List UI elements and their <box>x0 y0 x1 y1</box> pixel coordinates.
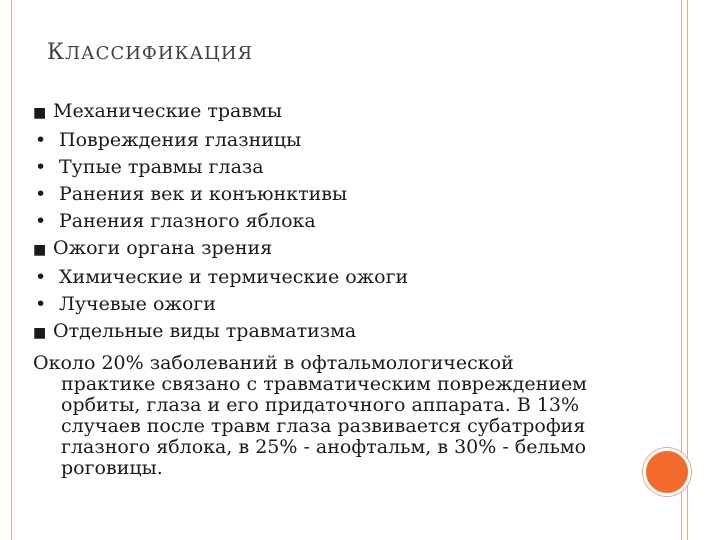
list-item <box>33 318 633 347</box>
list-item <box>33 127 633 154</box>
list-item <box>33 264 633 291</box>
square-bullet-icon: ■ <box>33 325 47 341</box>
list-item-text: Ранения глазного яблока <box>59 210 316 232</box>
slide-title <box>47 40 253 65</box>
list-item <box>33 208 633 235</box>
list-item <box>33 154 633 181</box>
paragraph-line: практике связано с травматическим повреждением <box>61 373 587 395</box>
list-item <box>33 98 633 127</box>
list-item-text: Химические и термические ожоги <box>59 266 409 288</box>
list-item-text: Механические травмы <box>53 100 282 122</box>
square-bullet-icon: ■ <box>33 242 47 258</box>
dot-bullet-icon: • <box>35 266 47 288</box>
title-initial: К <box>47 40 66 65</box>
dot-bullet-icon: • <box>35 210 47 232</box>
list-item-text: Отдельные виды травматизма <box>53 320 357 342</box>
list-item <box>33 181 633 208</box>
list-item <box>33 291 633 318</box>
dot-bullet-icon: • <box>35 129 47 151</box>
paragraph-line: глазного яблока, в 25% - анофтальм, в 30% - бельмо <box>61 436 587 458</box>
dot-bullet-icon: • <box>35 293 47 315</box>
list-item-text: Лучевые ожоги <box>59 293 216 315</box>
statistics-paragraph <box>33 353 633 479</box>
paragraph-line: Около 20% заболеваний в офтальмологической <box>33 352 514 374</box>
paragraph-line: орбиты, глаза и его придаточного аппарата. В 13% <box>61 394 580 416</box>
dot-bullet-icon: • <box>35 156 47 178</box>
title-rest: ЛАССИФИКАЦИЯ <box>65 43 254 64</box>
square-bullet-icon: ■ <box>33 105 47 121</box>
paragraph-line: случаев после травм глаза развивается субатрофия <box>61 415 586 437</box>
list-item-text: Повреждения глазницы <box>59 129 302 151</box>
slide-body <box>33 98 633 479</box>
left-border-line <box>11 0 12 540</box>
orange-circle-decoration <box>643 448 691 496</box>
list-item <box>33 235 633 264</box>
dot-bullet-icon: • <box>35 183 47 205</box>
list-item-text: Ожоги органа зрения <box>53 237 273 259</box>
paragraph-line: роговицы. <box>61 457 163 479</box>
list-item-text: Тупые травмы глаза <box>59 156 264 178</box>
list-item-text: Ранения век и конъюнктивы <box>59 183 348 205</box>
